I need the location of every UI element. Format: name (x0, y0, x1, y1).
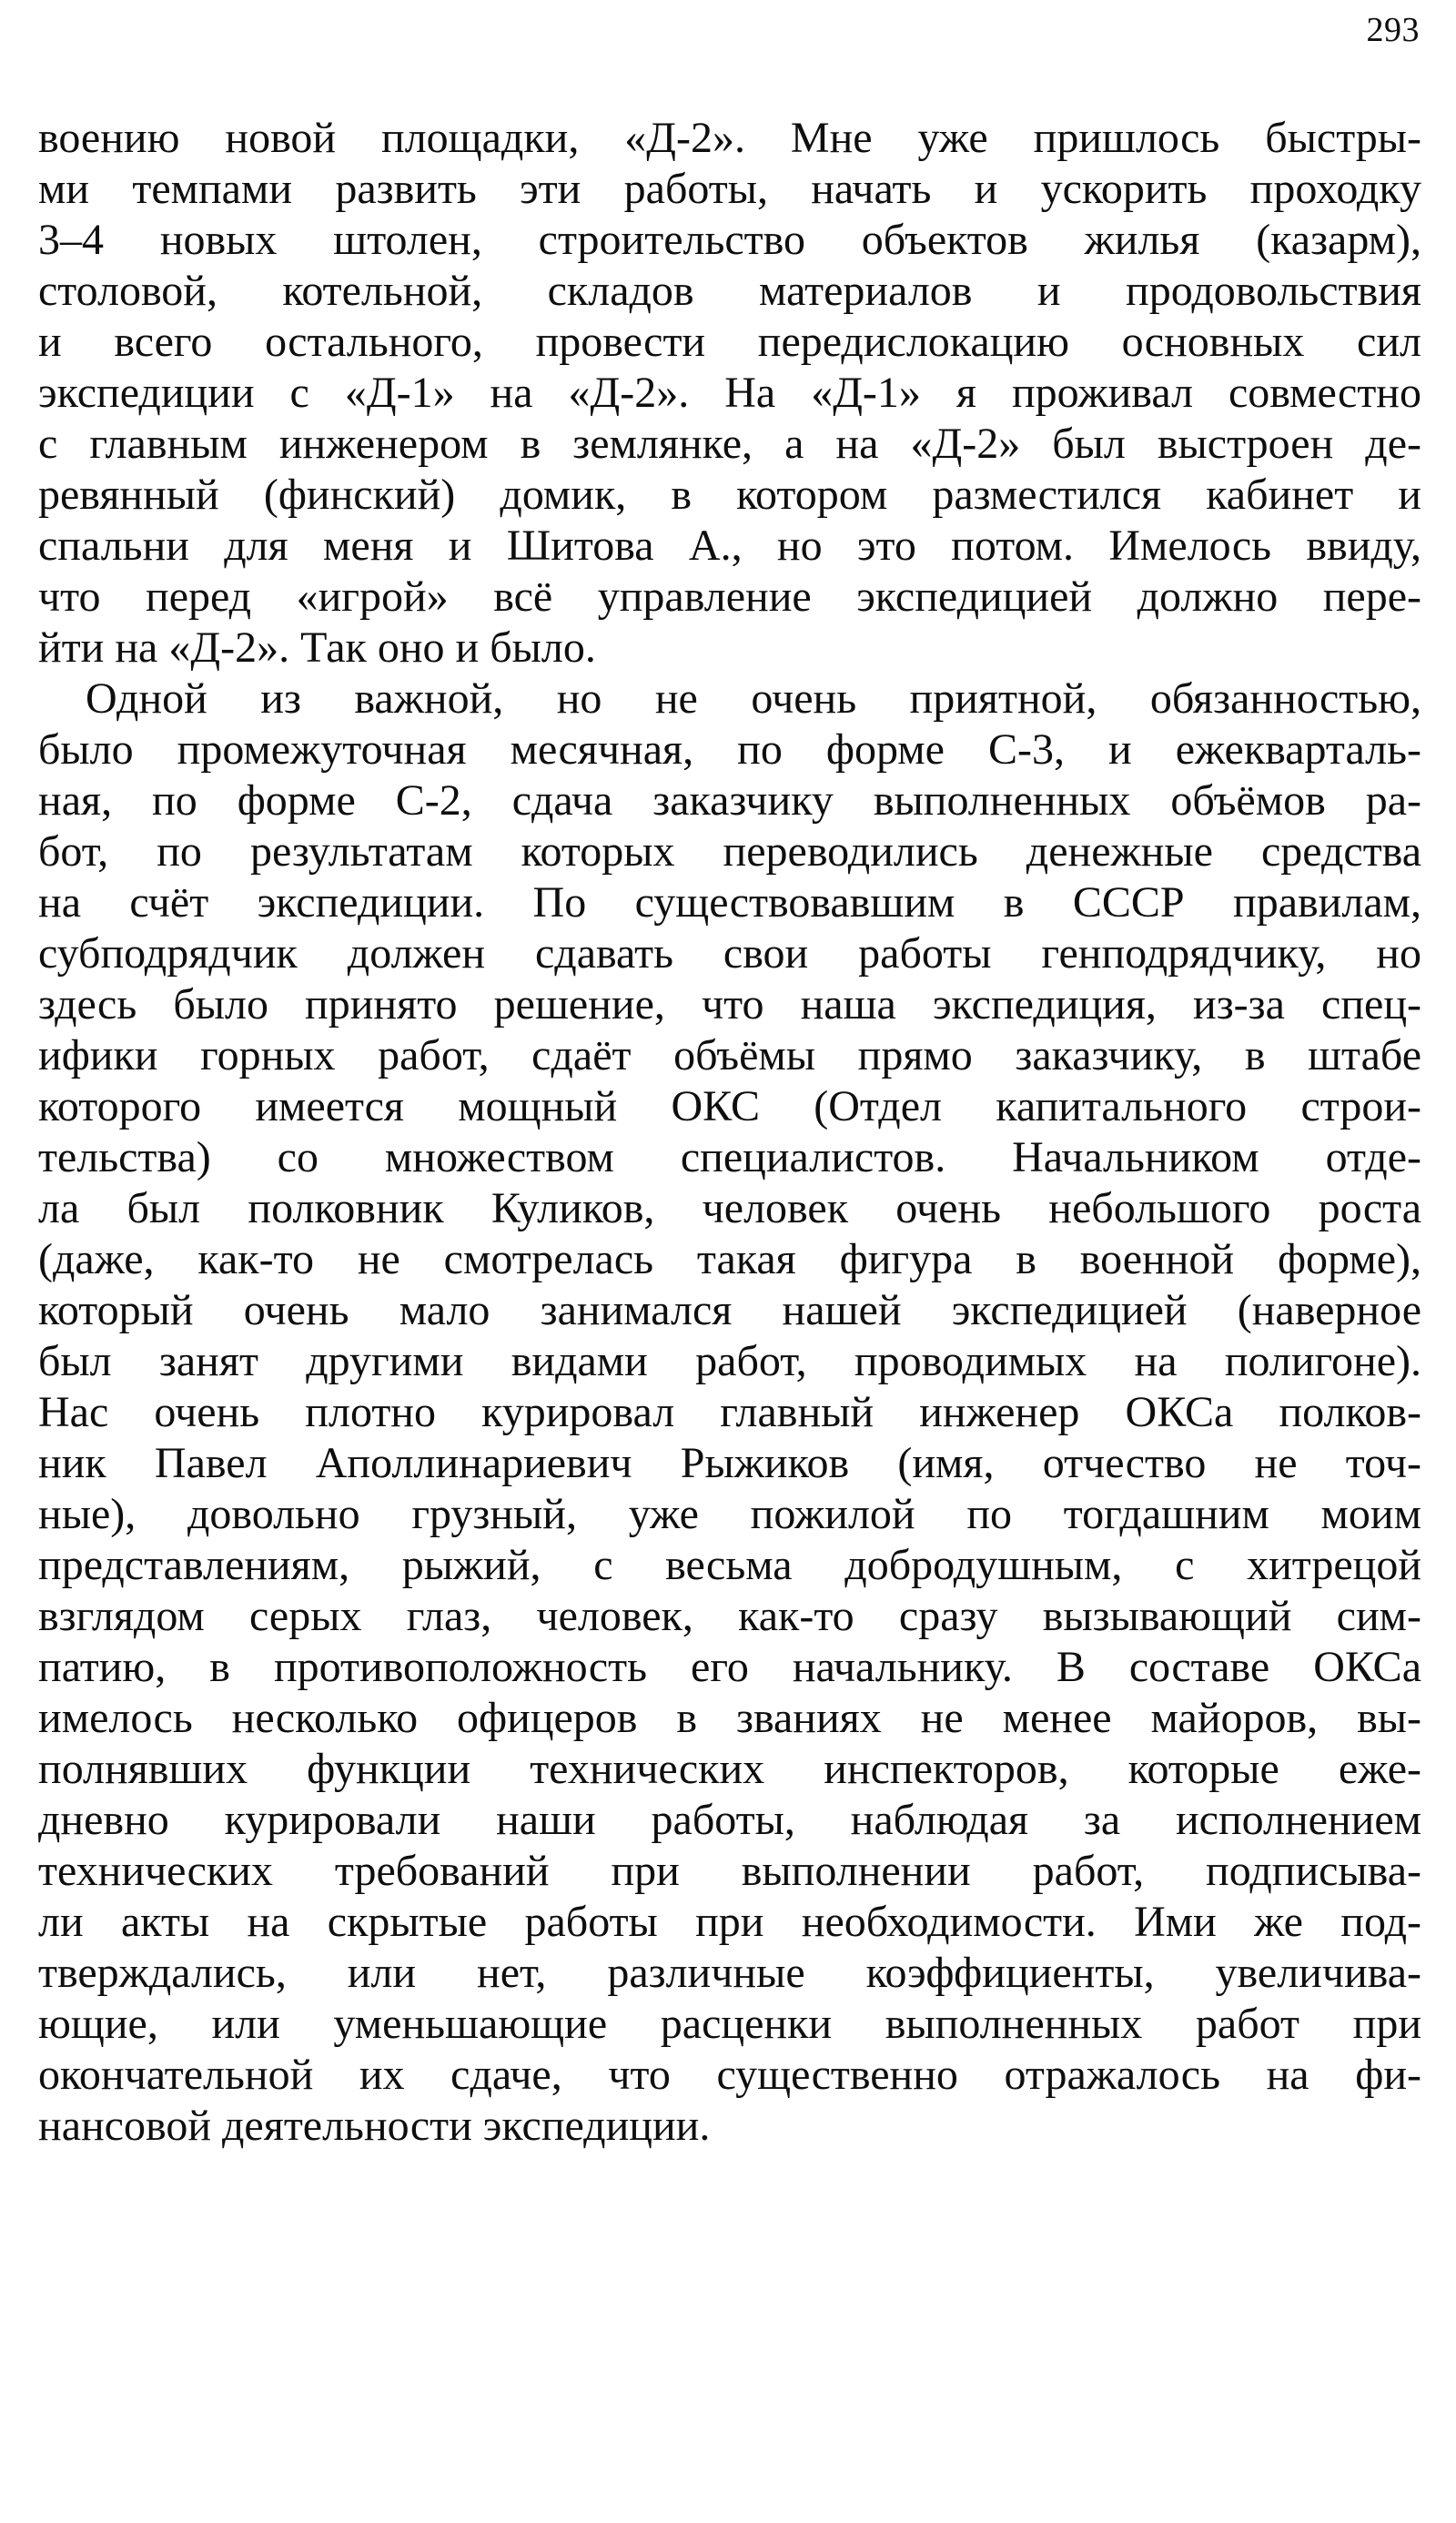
text-line: и всего остального, провести передислокацию основных сил (38, 318, 1421, 366)
text-line: ные), довольно грузный, уже пожилой по тогдашним моим (38, 1490, 1421, 1538)
text-line: тельства) со множеством специалистов. Начальником отде- (38, 1133, 1421, 1181)
text-line: на счёт экспедиции. По существовавшим в СССР правилам, (38, 878, 1421, 927)
text-line: ми темпами развить эти работы, начать и ускорить проходку (38, 165, 1421, 213)
paragraph (38, 674, 1421, 2152)
text-line: взглядом серых глаз, человек, как-то сразу вызывающий сим- (38, 1592, 1421, 1640)
text-line: технических требований при выполнении работ, подписыва- (38, 1847, 1421, 1895)
text-line: йти на «Д-2». Так оно и было. (38, 623, 596, 672)
text-line: 3–4 новых штолен, строительство объектов жилья (казарм), (38, 216, 1421, 264)
text-line: ифики горных работ, сдаёт объёмы прямо заказчику, в штабе (38, 1031, 1421, 1079)
text-line: окончательной их сдаче, что существенно отражалось на фи- (38, 2051, 1421, 2099)
text-line: полнявших функции технических инспекторов, которые еже- (38, 1745, 1421, 1793)
text-line: субподрядчик должен сдавать свои работы генподрядчику, но (38, 929, 1421, 978)
text-line: ревянный (финский) домик, в котором разместился кабинет и (38, 471, 1421, 519)
text-line: имелось несколько офицеров в званиях не менее майоров, вы- (38, 1694, 1421, 1742)
text-line: тверждались, или нет, различные коэффициенты, увеличива- (38, 1949, 1421, 1997)
text-line: патию, в противоположность его начальнику. В составе ОКСа (38, 1643, 1421, 1691)
text-line: представлениям, рыжий, с весьма добродушным, с хитрецой (38, 1541, 1421, 1589)
text-line: был занят другими видами работ, проводимых на полигоне). (38, 1337, 1421, 1385)
paragraph (38, 113, 1421, 674)
text-line: что перед «игрой» всё управление экспедицией должно пере- (38, 572, 1421, 621)
text-line: с главным инженером в землянке, а на «Д-2» был выстроен де- (38, 420, 1421, 468)
text-line: который очень мало занимался нашей экспедицией (наверное (38, 1286, 1421, 1334)
text-line: ла был полковник Куликов, человек очень небольшого роста (38, 1184, 1421, 1232)
text-line: Нас очень плотно курировал главный инженер ОКСа полков- (38, 1388, 1421, 1436)
text-line: нансовой деятельности экспедиции. (38, 2102, 711, 2150)
text-line: было промежуточная месячная, по форме С-3, и ежекварталь- (38, 725, 1421, 774)
text-line: столовой, котельной, складов материалов и продовольствия (38, 267, 1421, 315)
text-line: ли акты на скрытые работы при необходимости. Ими же под- (38, 1898, 1421, 1946)
text-line: воению новой площадки, «Д-2». Мне уже пришлось быстры- (38, 114, 1421, 162)
body-text (38, 113, 1421, 2152)
text-line: спальни для меня и Шитова А., но это потом. Имелось ввиду, (38, 522, 1421, 570)
text-line: ная, по форме С-2, сдача заказчику выполненных объёмов ра- (38, 776, 1421, 825)
text-line: ющие, или уменьшающие расценки выполненных работ при (38, 2000, 1421, 2048)
text-line: дневно курировали наши работы, наблюдая за исполнением (38, 1796, 1421, 1844)
text-line: (даже, как-то не смотрелась такая фигура в военной форме), (38, 1235, 1421, 1283)
text-line: экспедиции с «Д-1» на «Д-2». На «Д-1» я проживал совместно (38, 369, 1421, 417)
text-line: Одной из важной, но не очень приятной, обязанностью, (86, 674, 1421, 723)
text-line: здесь было принято решение, что наша экспедиция, из-за спец- (38, 980, 1421, 1028)
text-line: ник Павел Аполлинариевич Рыжиков (имя, отчество не точ- (38, 1439, 1421, 1487)
page-number: 293 (1366, 11, 1420, 49)
text-line: бот, по результатам которых переводились денежные средства (38, 827, 1421, 876)
text-line: которого имеется мощный ОКС (Отдел капитального строи- (38, 1082, 1421, 1130)
